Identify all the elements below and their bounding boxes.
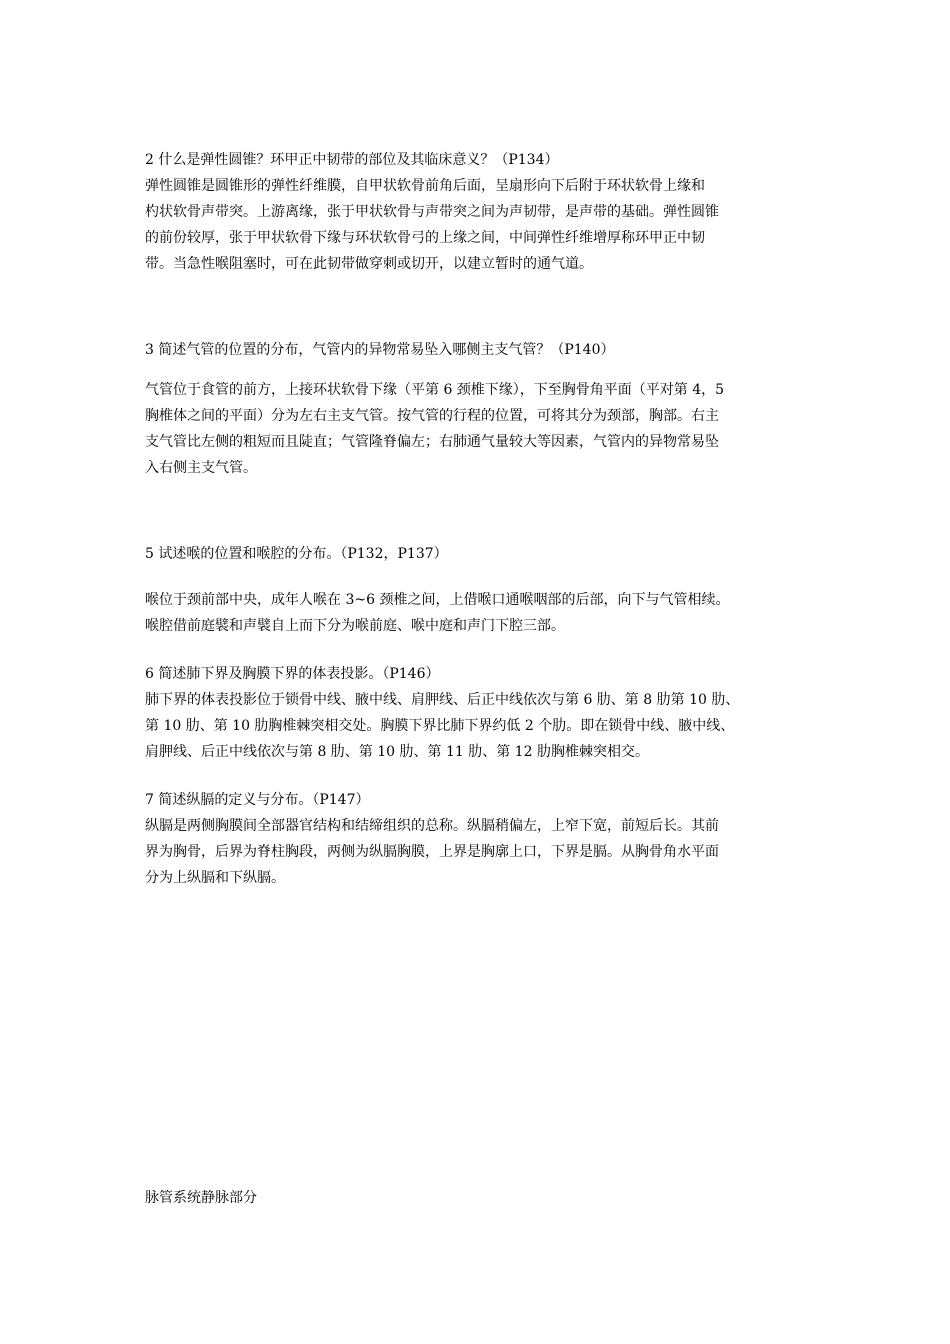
question-heading-7: 7 简述纵膈的定义与分布。（P147） — [145, 792, 370, 808]
answer-line: 肩胛线、后正中线依次与第 8 肋、第 10 肋、第 11 肋、第 12 肋胸椎棘突相交。 — [145, 744, 649, 760]
answer-line: 气管位于食管的前方，上接环状软骨下缘（平第 6 颈椎下缘），下至胸骨角平面（平对第 4，5 — [145, 382, 725, 398]
answer-line: 胸椎体之间的平面）分为左右主支气管。按气管的行程的位置，可将其分为颈部，胸部。右主 — [145, 408, 719, 424]
question-heading-5: 5 试述喉的位置和喉腔的分布。（P132，P137） — [145, 546, 448, 562]
question-heading-6: 6 简述肺下界及胸膜下界的体表投影。（P146） — [145, 666, 440, 682]
answer-line: 第 10 肋、第 10 肋胸椎棘突相交处。胸膜下界比肺下界约低 2 个肋。即在锁骨中线、腋中线、 — [145, 718, 735, 734]
answer-line: 带。当急性喉阻塞时，可在此韧带做穿刺或切开，以建立暂时的通气道。 — [145, 256, 593, 272]
question-heading-3: 3 简述气管的位置的分布，气管内的异物常易坠入哪侧主支气管？（P140） — [145, 342, 615, 358]
answer-line: 入右侧主支气管。 — [145, 460, 257, 476]
answer-line: 的前份较厚，张于甲状软骨下缘与环状软骨弓的上缘之间，中间弹性纤维增厚称环甲正中韧 — [145, 230, 705, 246]
answer-line: 纵膈是两侧胸膜间全部器官结构和结缔组织的总称。纵膈稍偏左，上窄下宽，前短后长。其前 — [145, 818, 719, 834]
answer-line: 肺下界的体表投影位于锁骨中线、腋中线、肩胛线、后正中线依次与第 6 肋、第 8 肋第 10 肋、 — [145, 692, 740, 708]
answer-line: 支气管比左侧的粗短而且陡直；气管隆脊偏左；右肺通气量较大等因素，气管内的异物常易坠 — [145, 434, 719, 450]
answer-line: 界为胸骨，后界为脊柱胸段，两侧为纵膈胸膜，上界是胸廓上口，下界是膈。从胸骨角水平面 — [145, 844, 719, 860]
answer-line: 分为上纵膈和下纵膈。 — [145, 870, 285, 886]
answer-line: 弹性圆锥是圆锥形的弹性纤维膜，自甲状软骨前角后面，呈扇形向下后附于环状软骨上缘和 — [145, 178, 705, 194]
question-heading-2: 2 什么是弹性圆锥？环甲正中韧带的部位及其临床意义？（P134） — [145, 152, 559, 168]
answer-line: 喉腔借前庭襞和声襞自上而下分为喉前庭、喉中庭和声门下腔三部。 — [145, 618, 565, 634]
section-title: 脉管系统静脉部分 — [145, 1190, 257, 1206]
answer-line: 喉位于颈前部中央，成年人喉在 3~6 颈椎之间，上借喉口通喉咽部的后部，向下与气管相续。 — [145, 592, 730, 608]
answer-line: 杓状软骨声带突。上游离缘，张于甲状软骨与声带突之间为声韧带，是声带的基础。弹性圆锥 — [145, 204, 719, 220]
